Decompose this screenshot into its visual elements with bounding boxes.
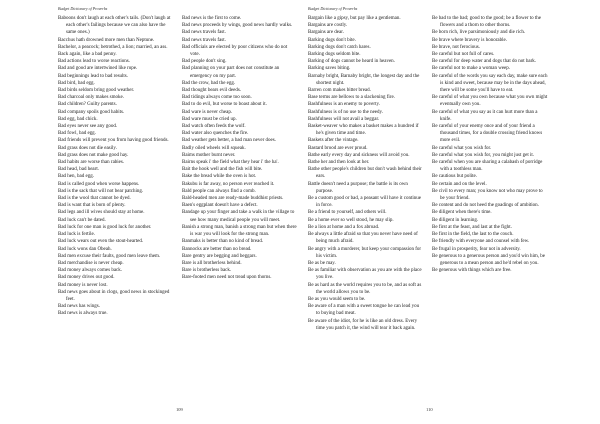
proverb-entry: Bathe other people's children but don't wash behind their ears. xyxy=(308,167,422,180)
proverb-entry: Be careful for deep water and dogs that do not bark. xyxy=(432,59,536,65)
proverb-entry: Bad charcoal only makes smoke. xyxy=(58,95,124,101)
proverb-entry: Bad habits are worse than rabies. xyxy=(58,160,125,166)
proverb-entry: Bairns speak i' the field what they hear i' the ha'. xyxy=(182,160,279,166)
proverb-entry: Bald-headed men are ready-made buddhist priests. xyxy=(182,196,284,202)
proverb-entry: Be first in the field, the last to the couch. xyxy=(432,232,514,238)
proverb-entry: Bad luck is fertile. xyxy=(58,232,95,238)
proverb-entry: Bad news is always true. xyxy=(58,311,108,317)
proverb-entry: Bad egg, bad chick. xyxy=(58,116,98,122)
proverb-entry: Bare-footed men need not tread upon thorns. xyxy=(182,275,272,281)
proverb-entry: Barren com makes bitter bread. xyxy=(308,88,371,94)
proverb-entry: Bad news proceeds by wings, good news hardly walks. xyxy=(182,23,293,29)
proverb-entry: Be careful of what you say as it can hurt more than a knife. xyxy=(432,109,538,122)
proverb-entry: Bacchus hath drowned more men than Neptune. xyxy=(58,37,155,43)
proverb-entry: Bad money drives out good. xyxy=(58,275,115,281)
proverb-entry: Be diligent when there's time. xyxy=(432,210,492,216)
proverb-entry: Battle doesn't need a purpose; the battle is its own purpose. xyxy=(308,181,408,194)
proverb-entry: Be careful of your enemy once and of your friend a thousand times, for a double crossing friend knows more evil. xyxy=(432,124,543,144)
proverb-entry: Banish a strong man, banish a strong man but when there is war you will look for the strong man. xyxy=(182,224,297,238)
proverb-entry: Bad thought bears evil deeds. xyxy=(182,88,242,94)
right-page xyxy=(300,0,600,424)
proverb-entry: Baims mother burnt never. xyxy=(182,152,236,158)
proverb-entry: Bad birds seldom bring good weather. xyxy=(58,88,135,94)
proverb-entry: Bad hen, bad egg. xyxy=(58,174,94,180)
proverb-entry: Back again, like a bad penny. xyxy=(58,52,117,58)
proverb-entry: Bad news goes about in clogs, good news in stockinged feet. xyxy=(58,289,170,302)
proverb-entry: Badly oiled wheels will squeak. xyxy=(182,145,246,151)
proverb-column-left xyxy=(58,15,174,318)
proverb-entry: Bathe her and then look at her. xyxy=(308,160,370,166)
proverb-entry: Bargains are dear. xyxy=(308,30,344,36)
proverb-entry: Barking of dogs cannot be heard in heaven. xyxy=(308,59,395,65)
proverb-entry: Be aware of the idiot, for he is like an old dress. Every time you patch it, the wind will tear it back again. xyxy=(308,318,418,331)
proverb-entry: Be cautious but polite. xyxy=(432,174,477,180)
proverb-entry: Bakubu is far away, no person ever reached it. xyxy=(182,181,275,187)
proverb-entry: Bachelor, a peacock; betrothed, a lion; married, an ass. xyxy=(58,44,168,50)
proverb-entry: Be a friend to yourself, and others will. xyxy=(308,210,387,216)
proverb-entry: Bad people don't sing. xyxy=(182,59,227,65)
proverb-entry: Be a home ever so well stood, he may slip. xyxy=(308,217,394,223)
proverb-entry: Bare is brotherless back. xyxy=(182,268,232,274)
proverb-column-right xyxy=(182,15,298,282)
proverb-entry: Base terms are bellows to a slackening fire. xyxy=(308,95,395,101)
proverb-entry: Bad friends will prevent you from having good friends. xyxy=(58,138,169,144)
proverb-entry: Be first at the feast, and last at the fight. xyxy=(432,224,512,230)
proverb-entry: Bad and good are intertwined like rope. xyxy=(58,66,138,72)
proverb-entry: Be a lion at home and a fox abroad. xyxy=(308,224,380,230)
proverb-entry: Bad luck for one man is good luck for another. xyxy=(58,224,152,230)
proverb-entry: Bad legs and ill wives should stay at home. xyxy=(58,210,145,216)
proverb-entry: Bake the bread while the oven is hot. xyxy=(182,174,257,180)
proverb-entry: Barnaby bright, Barnaby bright, the longest day and the shortest night. xyxy=(308,73,420,86)
proverb-entry: Be always a little afraid so that you never have need of being much afraid. xyxy=(308,232,418,245)
proverb-entry: Be civil to every man; you know not who may prove to be your friend. xyxy=(432,188,543,202)
proverb-entry: Be careful but not full of cares. xyxy=(432,52,495,58)
proverb-entry: Baboons don't laugh at each other's tails. (Don't laugh at each other's failings because we can also have the same ones.) xyxy=(58,16,171,36)
proverb-entry: Barking dogs don't bite. xyxy=(308,37,356,43)
proverb-entry: Be friendly with everyone and counsel with few. xyxy=(432,239,530,245)
proverb-entry: Bad news is the first to come. xyxy=(182,16,242,21)
proverb-entry: Baen's eggplant doesn't have a defect. xyxy=(182,203,258,209)
proverb-entry: Bad children? Guilty parents. xyxy=(58,102,117,108)
running-head: Budget Dictionary of Proverbs xyxy=(58,6,108,11)
proverb-entry: Bad beginnings lead to bad results. xyxy=(58,73,128,79)
proverb-entry: Be careful when you are sharing a calabash of porridge with a toothless man. xyxy=(432,160,543,173)
proverb-entry: Bad is the wool that cannot be dyed. xyxy=(58,196,131,202)
proverb-entry: Bad luck wears out even the stout-hearted. xyxy=(58,239,144,245)
proverb-entry: Bad planning on your part does not constitute an emergency on my part. xyxy=(182,66,280,79)
proverb-entry: Be careful of the words you say each day, make sure each is kind and sweet, because may be in the days ahead, there will be some you'll have to eat. xyxy=(432,73,548,94)
proverb-entry: Bad news has wings. xyxy=(58,304,100,310)
proverb-entry: Be born rich, live parsimoniously and die rich. xyxy=(432,30,526,36)
proverb-entry: Be aware of a man with a sweet tongue he can lead you to buying bad meat. xyxy=(308,304,420,317)
proverb-entry: Bashfulness is of no use to the needy. xyxy=(308,109,383,115)
proverb-entry: Bad to do evil, but worse to boast about it. xyxy=(182,102,267,108)
proverb-entry: Bad luck can't be dated. xyxy=(58,217,106,223)
proverb-entry: Be careful not to make a woman weep. xyxy=(432,66,511,72)
proverb-entry: Bad men excuse their faults, good men leave them. xyxy=(58,253,161,259)
proverb-entry: Barking saves biting. xyxy=(308,66,351,72)
proverb-column-left xyxy=(308,15,424,332)
proverb-entry: Be bad to the bad; good to the good; be a flower to the flowers and a thorn to other thorns. xyxy=(432,16,542,29)
proverb-entry: Barking dogs don't catch hares. xyxy=(308,44,371,50)
page-number: 109 xyxy=(176,407,183,412)
proverb-entry: Bandage up your finger and take a walk in the village to see how many medical people you will meet. xyxy=(182,210,295,223)
proverb-entry: Bad officials are elected by poor citizens who do not vote. xyxy=(182,44,288,58)
proverb-entry: Bathe early every day and sickness will avoid you. xyxy=(308,152,410,158)
proverb-entry: Be careful what you wish for. xyxy=(432,145,492,151)
running-head: Budget Dictionary of Proverbs xyxy=(308,6,358,11)
proverb-entry: Be a custom good or bad, a peasant will have it continue in force. xyxy=(308,196,422,209)
proverb-entry: Be diligent in learning. xyxy=(432,217,479,223)
proverb-entry: Bad luck wons dan Obeah. xyxy=(58,246,112,252)
proverb-entry: Basket-weaver who makes a basket makes a hundred if he's given time and time. xyxy=(308,124,419,137)
proverb-entry: Bad eyes never see any good. xyxy=(58,124,118,130)
proverb-entry: Be as you would seem to be. xyxy=(308,296,366,302)
proverb-entry: Bad grass does not die easily. xyxy=(58,145,117,151)
proverb-entry: Baskets after the vintage. xyxy=(308,138,359,144)
proverb-entry: Be as be may. xyxy=(308,260,336,266)
page-number: 110 xyxy=(426,407,433,412)
proverb-entry: Bad is the sack that will not bear patching. xyxy=(58,188,144,194)
proverb-entry: Banmaks is better than no kind of bread. xyxy=(182,239,264,245)
proverb-entry: Bad merchandise is never cheap. xyxy=(58,260,124,266)
proverb-entry: Bald people can always find a comb. xyxy=(182,188,256,194)
proverb-entry: Bare is all brotherless behind. xyxy=(182,260,242,266)
proverb-entry: Bad ware must be cried up. xyxy=(182,116,237,122)
proverb-entry: Bad news travels fast. xyxy=(182,37,226,43)
proverb-entry: Bad grass does not make good hay. xyxy=(58,152,129,158)
proverb-entry: Bad water also quenches the fire. xyxy=(182,131,249,137)
proverb-entry: Be generous with things which are free. xyxy=(432,268,512,274)
proverb-entry: Bashfulness is an enemy to poverty. xyxy=(308,102,380,108)
proverb-entry: Bad news travels fast. xyxy=(182,30,226,36)
proverb-entry: Bare gentry are begging and beggars. xyxy=(182,253,257,259)
proverb-entry: Be as familiar with observation as you are with the place you live. xyxy=(308,268,422,281)
proverb-entry: Bad fowl, bad egg. xyxy=(58,131,96,137)
proverb-entry: Bad head, bad heart. xyxy=(58,167,99,173)
proverb-entry: Be careful what you wish for, you might just get it. xyxy=(432,152,535,158)
proverb-entry: Bad ware is never cheap. xyxy=(182,109,233,115)
proverb-entry: Bad bird, bad egg. xyxy=(58,80,95,86)
proverb-entry: Be brave where bravery is honorable. xyxy=(432,37,507,43)
proverb-entry: Be as hard as the world requires you to be, and as soft as the world allows you to be. xyxy=(308,282,422,295)
proverb-entry: Be frugal in prosperity, fear not in adversity. xyxy=(432,246,521,252)
proverb-entry: Bad company spoils good habits. xyxy=(58,109,125,115)
proverb-entry: Be brave, not ferocious. xyxy=(432,44,480,50)
proverb-entry: Bait the hook well and the fish will bite. xyxy=(182,167,263,173)
proverb-entry: Bad tidings always come too soon. xyxy=(182,95,252,101)
proverb-entry: Bargain like a gipsy, but pay like a gentleman. xyxy=(308,16,401,21)
proverb-entry: Bad watch often feeds the wolf. xyxy=(182,124,246,130)
proverb-entry: Bad money always comes back. xyxy=(58,268,123,274)
proverb-entry: Bad is want that is born of plenty. xyxy=(58,203,126,209)
proverb-entry: Bad weather gets better, a bad man never does. xyxy=(182,138,276,144)
proverb-entry: Barking dogs seldom bite. xyxy=(308,52,361,58)
proverb-entry: Be angry with a murderer, but keep your compassion for his victim. xyxy=(308,246,422,259)
proverb-entry: Bargains are costly. xyxy=(308,23,348,29)
proverb-entry: Be generous to a generous person and you'd win him, be generous to a mean person and he'd rebel on you. xyxy=(432,253,545,266)
proverb-entry: Bad is called good when worse happens. xyxy=(58,181,140,187)
proverb-entry: Bashfulness will not avail a beggar. xyxy=(308,116,380,122)
proverb-entry: Bad money is never lost. xyxy=(58,282,108,288)
proverb-entry: Bannocks are better than no bread. xyxy=(182,246,252,252)
proverb-entry: Be careful of what you own because what you own might eventually own you. xyxy=(432,95,548,108)
proverb-column-right xyxy=(432,15,548,274)
proverb-entry: Bad the crow, bad the egg. xyxy=(182,80,236,86)
proverb-entry: Be certain and on the level. xyxy=(432,181,487,187)
proverb-entry: Bastard brood are ever proud. xyxy=(308,145,368,151)
proverb-entry: Bad actions lead to worse reactions. xyxy=(58,59,130,65)
proverb-entry: Be content and do not heed the goadings of ambition. xyxy=(432,203,539,209)
